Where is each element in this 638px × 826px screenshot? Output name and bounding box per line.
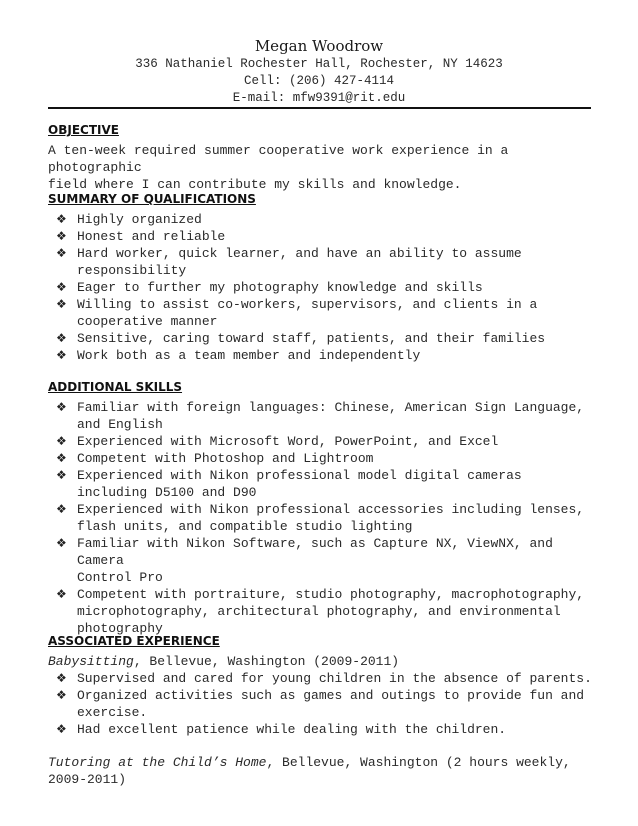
list-item bbox=[48, 399, 593, 433]
list-item-text: Competent with portraiture, studio photography, macrophotography, microphotography, architectural photography, and environmental photography bbox=[77, 587, 585, 636]
job-tutoring bbox=[48, 754, 593, 788]
job-details: , Bellevue, Washington (2009-2011) bbox=[133, 654, 400, 669]
list-item-text: Familiar with Nikon Software, such as Capture NX, ViewNX, and Camera Control Pro bbox=[77, 536, 553, 585]
list-item bbox=[48, 721, 593, 738]
diamond-bullet-icon: ❖ bbox=[56, 451, 67, 465]
diamond-bullet-icon: ❖ bbox=[56, 280, 67, 294]
diamond-bullet-icon: ❖ bbox=[56, 688, 67, 702]
summary-section bbox=[48, 191, 593, 364]
list-item-text: Sensitive, caring toward staff, patients, and their families bbox=[77, 331, 546, 346]
list-item bbox=[48, 279, 593, 296]
list-item bbox=[48, 467, 593, 501]
email: E-mail: mfw9391@rit.edu bbox=[232, 91, 406, 105]
diamond-bullet-icon: ❖ bbox=[56, 502, 67, 516]
diamond-bullet-icon: ❖ bbox=[56, 468, 67, 482]
diamond-bullet-icon: ❖ bbox=[56, 246, 67, 260]
job-title: Babysitting bbox=[48, 654, 134, 669]
objective-heading: OBJECTIVE bbox=[48, 123, 119, 137]
diamond-bullet-icon: ❖ bbox=[56, 587, 67, 601]
objective-text: A ten-week required summer cooperative work experience in a photographic field where I can contribute my skills and knowledge. bbox=[48, 143, 509, 192]
list-item-text: Supervised and cared for young children in the absence of parents. bbox=[77, 671, 592, 686]
diamond-bullet-icon: ❖ bbox=[56, 297, 67, 311]
address: 336 Nathaniel Rochester Hall, Rochester, NY 14623 bbox=[135, 57, 503, 71]
list-item bbox=[48, 347, 593, 364]
skills-heading: ADDITIONAL SKILLS bbox=[48, 380, 183, 394]
list-item-text: Eager to further my photography knowledge and skills bbox=[77, 280, 483, 295]
diamond-bullet-icon: ❖ bbox=[56, 229, 67, 243]
list-item bbox=[48, 433, 593, 450]
diamond-bullet-icon: ❖ bbox=[56, 722, 67, 736]
header-divider bbox=[48, 107, 591, 109]
candidate-name: Megan Woodrow bbox=[254, 37, 384, 55]
experience-section bbox=[48, 633, 593, 788]
list-item-text: Hard worker, quick learner, and have an ability to assume responsibility bbox=[77, 246, 522, 278]
list-item bbox=[48, 211, 593, 228]
list-item bbox=[48, 296, 593, 330]
list-item bbox=[48, 535, 593, 586]
list-item bbox=[48, 687, 593, 721]
diamond-bullet-icon: ❖ bbox=[56, 212, 67, 226]
list-item bbox=[48, 586, 593, 637]
job-babysitting bbox=[48, 653, 593, 670]
babysitting-list bbox=[48, 670, 593, 738]
list-item bbox=[48, 330, 593, 347]
list-item bbox=[48, 245, 593, 279]
list-item-text: Organized activities such as games and outings to provide fun and exercise. bbox=[77, 688, 585, 720]
list-item-text: Familiar with foreign languages: Chinese, American Sign Language, and English bbox=[77, 400, 585, 432]
list-item-text: Competent with Photoshop and Lightroom bbox=[77, 451, 374, 466]
summary-heading: SUMMARY OF QUALIFICATIONS bbox=[48, 192, 256, 206]
diamond-bullet-icon: ❖ bbox=[56, 536, 67, 550]
diamond-bullet-icon: ❖ bbox=[56, 671, 67, 685]
diamond-bullet-icon: ❖ bbox=[56, 348, 67, 362]
phone: Cell: (206) 427-4114 bbox=[243, 74, 395, 88]
list-item bbox=[48, 228, 593, 245]
list-item-text: Willing to assist co-workers, supervisors, and clients in a cooperative manner bbox=[77, 297, 538, 329]
list-item bbox=[48, 450, 593, 467]
list-item bbox=[48, 501, 593, 535]
list-item-text: Honest and reliable bbox=[77, 229, 226, 244]
diamond-bullet-icon: ❖ bbox=[56, 400, 67, 414]
list-item bbox=[48, 670, 593, 687]
list-item-text: Had excellent patience while dealing with the children. bbox=[77, 722, 507, 737]
skills-section bbox=[48, 379, 593, 637]
experience-heading: ASSOCIATED EXPERIENCE bbox=[48, 634, 220, 648]
list-item-text: Experienced with Nikon professional accessories including lenses, flash units, and compatible studio lighting bbox=[77, 502, 585, 534]
list-item-text: Experienced with Microsoft Word, PowerPoint, and Excel bbox=[77, 434, 499, 449]
list-item-text: Highly organized bbox=[77, 212, 202, 227]
list-item-text: Work both as a team member and independently bbox=[77, 348, 421, 363]
diamond-bullet-icon: ❖ bbox=[56, 331, 67, 345]
summary-list bbox=[48, 211, 593, 364]
objective-section bbox=[48, 122, 593, 193]
resume-header bbox=[0, 36, 638, 107]
list-item-text: Experienced with Nikon professional model digital cameras including D5100 and D90 bbox=[77, 468, 522, 500]
job-details: , Bellevue, Washington (2 hours weekly, 2009-2011) bbox=[48, 755, 571, 787]
diamond-bullet-icon: ❖ bbox=[56, 434, 67, 448]
skills-list bbox=[48, 399, 593, 637]
job-title: Tutoring at the Child’s Home bbox=[48, 755, 267, 770]
